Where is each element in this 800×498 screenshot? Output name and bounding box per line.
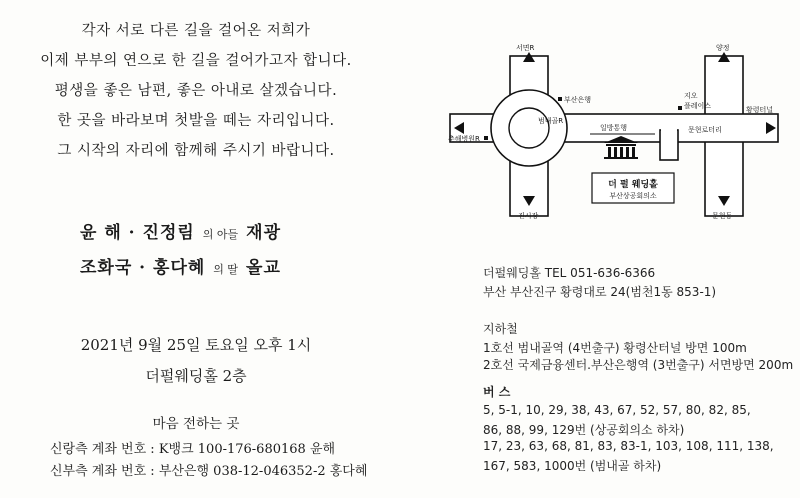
bride-line [80, 253, 281, 278]
rotary-island [509, 108, 549, 148]
groom-relation: 의 아들 [202, 228, 239, 241]
bus-line-4: 167, 583, 1000번 (범내골 하차) [483, 459, 662, 473]
chunhae-marker [484, 136, 488, 140]
map-label-one-way: 일방통행 [600, 124, 628, 132]
event-datetime: 2021년 9월 25일 토요일 오후 1시 [80, 336, 312, 354]
groom-name: 재광 [246, 223, 282, 243]
busan-bank-marker [558, 97, 562, 101]
map-venue-sub: 부산상공회의소 [609, 192, 657, 200]
map-label-munhyeondong: 문현동 [712, 212, 733, 220]
gift-title: 마음 전하는 곳 [152, 416, 240, 432]
map-venue-name: 더 펄 웨딩홀 [608, 180, 658, 190]
groom-parents: 윤 해 · 진정림 [80, 223, 195, 243]
bus-title: 버 스 [483, 385, 511, 399]
bus-line-1: 5, 5-1, 10, 29, 38, 43, 67, 52, 57, 80, 82, 85, [483, 403, 751, 417]
map-label-plaza: 플레이스 [684, 102, 712, 110]
subway-line-1: 1호선 범내골역 (4번출구) 황령산터널 방면 100m [483, 341, 747, 355]
map-label-yangjeong: 양정 [716, 44, 730, 52]
bus-line-3: 17, 23, 63, 68, 81, 83, 83-1, 103, 108, 111, 138, [483, 439, 774, 453]
map-label-jinsijang: 진시장 [518, 212, 539, 220]
bride-parents: 조화국 · 홍다혜 [80, 258, 206, 278]
map-label-busan-bank: 부산은행 [564, 96, 592, 104]
subway-line-2: 2호선 국제금융센터.부산은행역 (3번출구) 서면방면 200m [483, 358, 794, 372]
bride-name: 올교 [246, 258, 281, 278]
invitation-line-1: 각자 서로 다른 길을 걸어온 저희가 [81, 23, 311, 39]
map-label-seomyeon: 서면R [516, 44, 535, 52]
invitation-line-4: 한 곳을 바라보며 첫발을 떼는 자리입니다. [57, 113, 335, 129]
groom-line [80, 218, 281, 243]
location-map [440, 20, 800, 250]
contact-address: 부산 부산진구 황령대로 24(범천1동 853-1) [483, 285, 717, 299]
subway-title: 지하철 [483, 322, 518, 336]
invitation-line-5: 그 시작의 자리에 함께해 주시기 바랍니다. [57, 143, 335, 159]
contact-phone: 더펄웨딩홀 TEL 051-636-6366 [483, 266, 656, 280]
invitation-line-3: 평생을 좋은 남편, 좋은 아내로 살겠습니다. [54, 83, 338, 99]
map-label-beomnaegol: 범내골R [538, 117, 564, 125]
jio-marker [678, 106, 682, 110]
map-label-chunhae: 춘해병원R [448, 135, 480, 143]
bride-relation: 의 딸 [213, 263, 239, 276]
map-label-hwangnyeong: 황령터널 [746, 106, 774, 114]
invitation-line-2: 이제 부부의 연으로 한 길을 걸어가고자 합니다. [40, 53, 352, 69]
map-label-jio: 지오 [684, 92, 698, 100]
bus-line-2: 86, 88, 99, 129번 (상공회의소 하차) [483, 423, 685, 437]
bride-account: 신부측 계좌 번호 : 부산은행 038-12-046352-2 홍다혜 [50, 464, 368, 479]
map-label-munhyeon-rotary: 문현로터리 [688, 126, 722, 134]
groom-account: 신랑측 계좌 번호 : K뱅크 100-176-680168 윤해 [50, 442, 336, 457]
event-venue: 더펄웨딩홀 2층 [145, 367, 247, 385]
